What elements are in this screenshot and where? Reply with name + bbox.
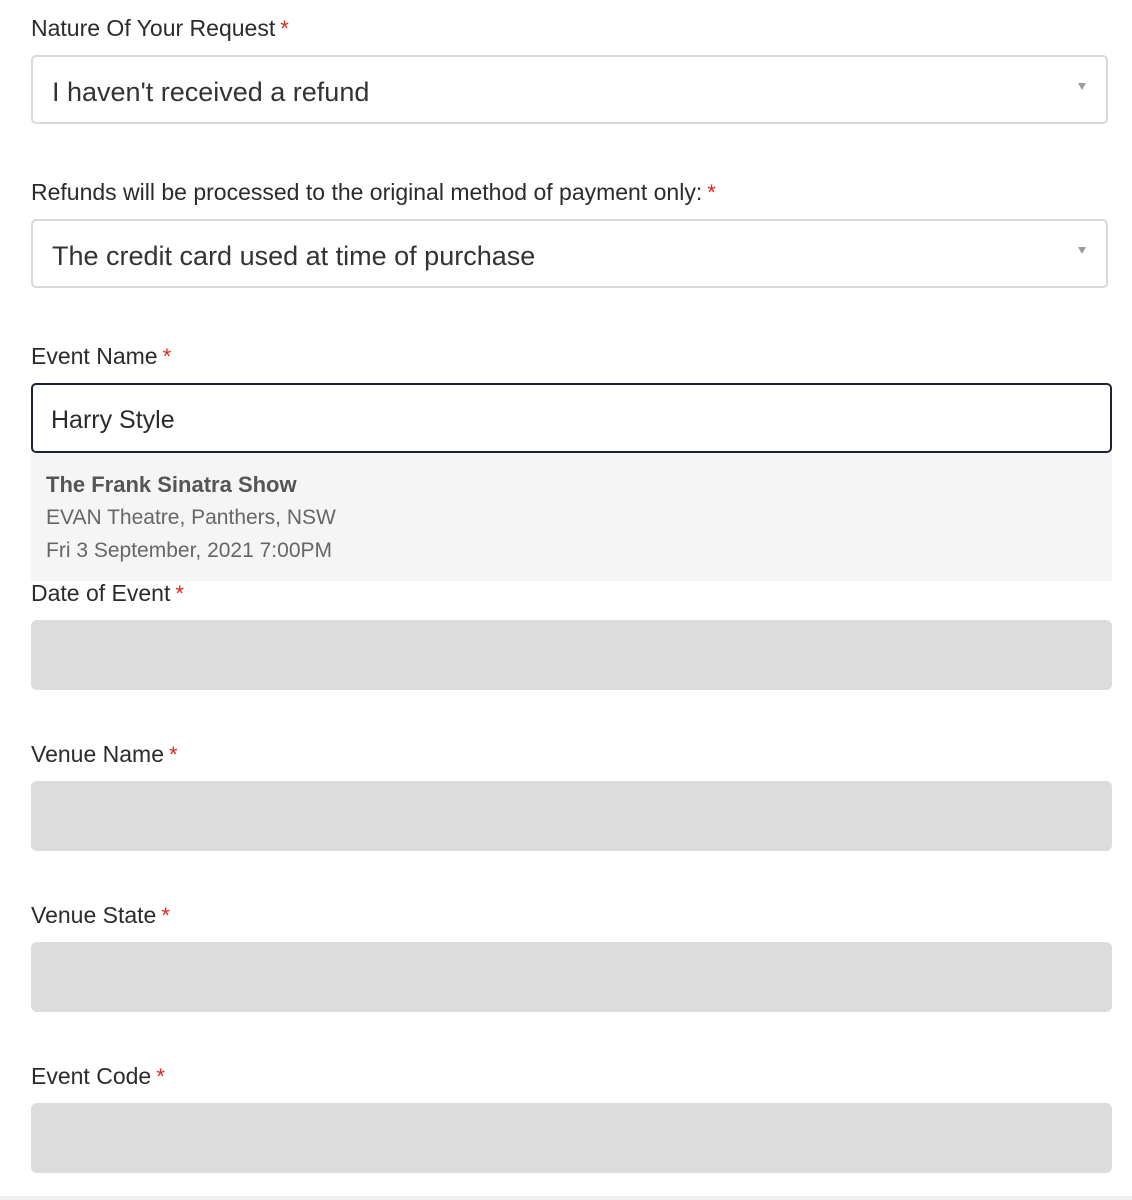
- date-of-event-field: [31, 620, 1112, 690]
- venue-name-label: [31, 740, 178, 769]
- nature-of-request-label: [31, 14, 289, 43]
- refund-method-label: [31, 178, 716, 207]
- required-asterisk: *: [168, 742, 178, 767]
- event-name-value: Harry Style: [51, 406, 175, 434]
- required-asterisk: *: [707, 180, 716, 205]
- event-name-input[interactable]: [31, 383, 1112, 453]
- refund-method-value: The credit card used at time of purchase: [52, 241, 536, 271]
- chevron-down-icon: [1078, 83, 1086, 90]
- nature-of-request-label-text: Nature Of Your Request: [31, 15, 276, 41]
- event-suggestion-item[interactable]: [31, 453, 1112, 581]
- venue-state-label-text: Venue State: [31, 902, 157, 928]
- event-code-label-text: Event Code: [31, 1063, 152, 1089]
- event-name-label-text: Event Name: [31, 343, 158, 369]
- event-name-label: [31, 342, 171, 371]
- suggestion-title: The Frank Sinatra Show: [46, 472, 297, 497]
- date-of-event-label-text: Date of Event: [31, 580, 171, 606]
- chevron-down-icon: [1078, 247, 1086, 254]
- nature-of-request-select[interactable]: [31, 55, 1108, 124]
- date-of-event-label: [31, 579, 184, 608]
- event-code-field: [31, 1103, 1112, 1173]
- refund-method-label-text: Refunds will be processed to the original method of payment only:: [31, 179, 703, 205]
- venue-name-field: [31, 781, 1112, 851]
- refund-method-select[interactable]: [31, 219, 1108, 288]
- suggestion-venue: EVAN Theatre, Panthers, NSW: [46, 506, 336, 529]
- page-bottom-divider: [0, 1196, 1132, 1200]
- required-asterisk: *: [161, 903, 170, 928]
- nature-of-request-value: I haven't received a refund: [52, 77, 370, 107]
- required-asterisk: *: [156, 1064, 165, 1089]
- required-asterisk: *: [280, 16, 289, 41]
- event-code-label: [31, 1062, 165, 1091]
- venue-state-label: [31, 901, 170, 930]
- venue-state-field: [31, 942, 1112, 1012]
- venue-name-label-text: Venue Name: [31, 741, 164, 767]
- suggestion-datetime: Fri 3 September, 2021 7:00PM: [46, 539, 332, 562]
- required-asterisk: *: [162, 344, 172, 369]
- required-asterisk: *: [175, 581, 184, 606]
